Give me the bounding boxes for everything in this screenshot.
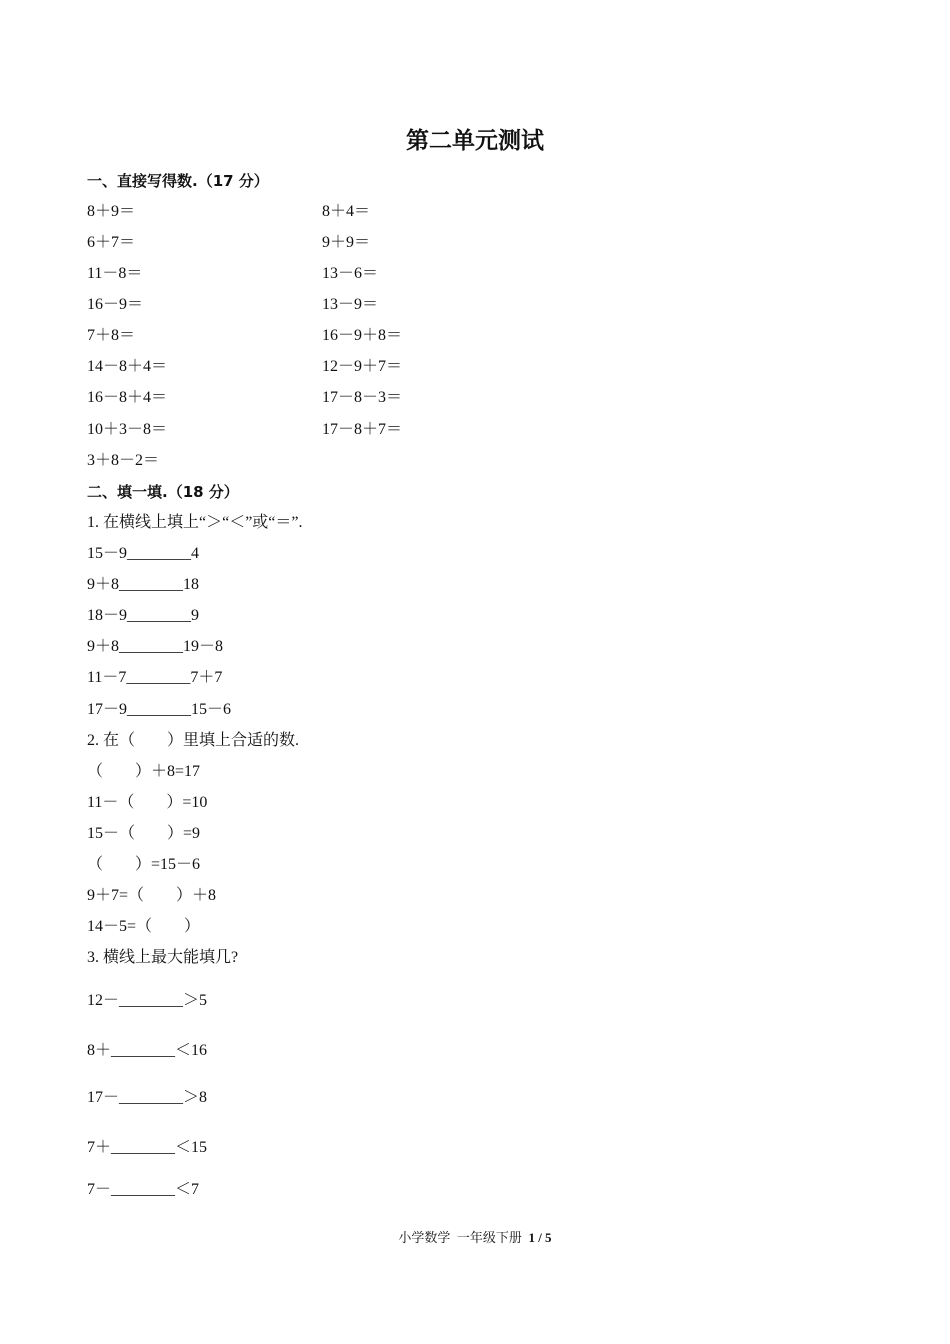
- fill-item-2: 11－（ ）=10: [87, 794, 208, 811]
- fill-item-5: 9＋7=（ ）＋8: [87, 887, 217, 904]
- compare-item-3: 18－9________9: [87, 607, 200, 624]
- footer-text: 小学数学 一年级下册: [398, 1230, 529, 1245]
- problem-right-4: 13－9＝: [322, 296, 379, 313]
- fill-item-4: （ ）=15－6: [87, 856, 201, 873]
- problem-left-1: 8＋9＝: [87, 203, 136, 220]
- max-item-4: 7＋________＜15: [87, 1139, 208, 1156]
- max-item-5: 7－________＜7: [87, 1181, 200, 1198]
- problem-right-5: 16－9＋8＝: [322, 327, 403, 344]
- problem-right-7: 17－8－3＝: [322, 389, 403, 406]
- section2-heading: 二、填一填.（18 分）: [87, 483, 239, 501]
- compare-item-2: 9＋8________18: [87, 576, 200, 593]
- page-footer: [0, 1229, 950, 1247]
- problem-left-5: 7＋8＝: [87, 327, 136, 344]
- problem-left-6: 14－8＋4＝: [87, 358, 168, 375]
- max-item-3: 17－________＞8: [87, 1089, 208, 1106]
- page-title: 第二单元测试: [406, 128, 544, 154]
- problem-left-2: 6＋7＝: [87, 234, 136, 251]
- problem-right-3: 13－6＝: [322, 265, 379, 282]
- fill-item-1: （ ）＋8=17: [87, 763, 201, 780]
- problem-right-2: 9＋9＝: [322, 234, 371, 251]
- problem-left-3: 11－8＝: [87, 265, 143, 282]
- problem-left-7: 16－8＋4＝: [87, 389, 168, 406]
- problem-right-8: 17－8＋7＝: [322, 421, 403, 438]
- problem-right-1: 8＋4＝: [322, 203, 371, 220]
- problem-right-6: 12－9＋7＝: [322, 358, 403, 375]
- compare-item-6: 17－9________15－6: [87, 701, 232, 718]
- max-item-2: 8＋________＜16: [87, 1042, 208, 1059]
- problem-left-4: 16－9＝: [87, 296, 144, 313]
- compare-item-1: 15－9________4: [87, 545, 200, 562]
- q1-prompt: 1. 在横线上填上“＞“＜”或“＝”.: [87, 514, 303, 531]
- compare-item-5: 11－7________7＋7: [87, 669, 223, 686]
- problem-left-8: 10＋3－8＝: [87, 421, 168, 438]
- fill-item-3: 15－（ ）=9: [87, 825, 201, 842]
- fill-item-6: 14－5=（ ）: [87, 918, 201, 935]
- page-number: 1 / 5: [528, 1230, 552, 1245]
- q2-prompt: 2. 在（ ）里填上合适的数.: [87, 732, 300, 749]
- problem-left-9: 3＋8－2＝: [87, 452, 160, 469]
- max-item-1: 12－________＞5: [87, 992, 208, 1009]
- section1-heading: 一、直接写得数.（17 分）: [87, 172, 269, 190]
- compare-item-4: 9＋8________19－8: [87, 638, 224, 655]
- q3-prompt: 3. 横线上最大能填几?: [87, 949, 239, 966]
